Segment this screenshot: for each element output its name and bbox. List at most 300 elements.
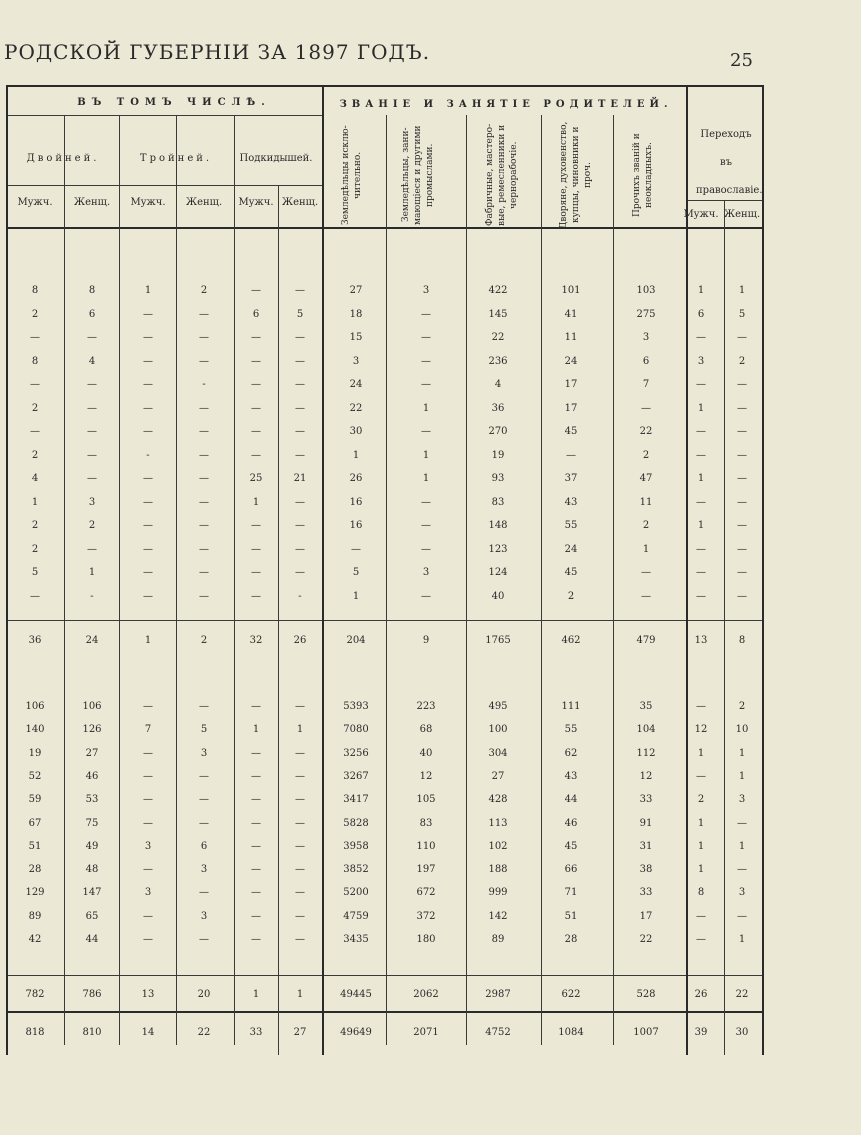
column-rule	[762, 85, 764, 1055]
section-a-row-cell: —	[251, 332, 261, 343]
section-b-row-cell: 5828	[343, 817, 369, 829]
section-a-row-cell: 45	[564, 426, 578, 437]
section-a-row-cell: —	[199, 308, 209, 320]
section-b-row-cell: 197	[416, 864, 436, 876]
grand-total-row-cell: 22	[197, 1027, 211, 1038]
section-a-row-cell: —	[295, 520, 305, 531]
subtotal-b-row-cell: 26	[694, 989, 708, 1000]
section-b-row-cell: 3	[200, 910, 208, 922]
section-b-row-cell: 3	[144, 840, 152, 852]
section-a-row-cell: —	[30, 590, 40, 602]
header-rule	[6, 115, 322, 116]
header-male: Мужч.	[130, 197, 166, 208]
section-b-row-cell: 106	[25, 701, 45, 712]
section-b-row-cell: —	[143, 747, 153, 759]
section-b-row-cell: —	[295, 910, 305, 922]
section-a-row-cell: 145	[488, 308, 508, 320]
section-a-row-cell: 18	[349, 308, 363, 320]
section-a-row-cell: 1	[31, 496, 39, 508]
section-a-row-cell: 1	[642, 543, 650, 555]
section-a-row-cell: —	[199, 590, 209, 602]
section-a-row-cell: —	[696, 426, 706, 437]
section-a-row-cell: —	[251, 285, 261, 296]
section-a-row-cell: —	[421, 543, 431, 555]
section-a-row-cell: —	[737, 332, 747, 343]
section-a-row-cell: 3	[697, 355, 705, 367]
section-a-row-cell: —	[421, 590, 431, 602]
section-b-row-cell: 5393	[343, 701, 369, 712]
section-b-row-cell: 42	[28, 934, 42, 945]
section-b-row-cell: —	[199, 770, 209, 782]
header-rule	[6, 185, 322, 186]
section-b-row-cell: 51	[28, 840, 42, 852]
section-a-row-cell: —	[143, 590, 153, 602]
section-b-row-cell: 1	[738, 747, 746, 759]
section-b-row-cell: 28	[28, 864, 42, 876]
section-a-row-cell: —	[30, 379, 40, 390]
section-a-row-cell: 4	[494, 379, 502, 390]
section-a-row-cell: —	[199, 520, 209, 531]
section-b-row-cell: 12	[419, 770, 433, 782]
section-a-row-cell: —	[251, 567, 261, 578]
section-b-row-cell: —	[251, 770, 261, 782]
header-parents-occupation: ЗВАНІЕ И ЗАНЯТІЕ РОДИТЕЛЕЙ.	[339, 99, 673, 110]
section-a-row-cell: —	[737, 449, 747, 461]
section-b-row-cell: 126	[82, 724, 102, 736]
section-b-row-cell: 46	[564, 817, 578, 829]
header-in-that-number: ВЪ ТОМЪ ЧИСЛѢ.	[77, 97, 271, 108]
section-a-row-cell: —	[143, 308, 153, 320]
section-b-row-cell: 1	[252, 724, 260, 736]
subtotal-a-row-cell: 8	[738, 635, 746, 646]
section-b-row-cell: —	[251, 701, 261, 712]
table-top-rule	[6, 85, 762, 87]
section-b-row-cell: 495	[488, 701, 508, 712]
section-b-row-cell: 33	[639, 794, 653, 806]
section-a-row-cell: -	[202, 379, 206, 390]
section-b-row-cell: —	[143, 817, 153, 829]
section-a-row-cell: 1	[144, 285, 152, 296]
section-a-row-cell: —	[295, 285, 305, 296]
grand-total-row-cell: 818	[25, 1027, 45, 1038]
section-a-row-cell: —	[696, 590, 706, 602]
section-a-row-cell: —	[251, 449, 261, 461]
section-b-row-cell: 105	[416, 794, 436, 806]
page-number: 25	[730, 50, 753, 71]
subtotal-a-row-cell: 1	[144, 635, 152, 646]
section-b-row-cell: 100	[488, 724, 508, 736]
section-b-row-cell: 1	[697, 747, 705, 759]
section-b-row-cell: 6	[200, 840, 208, 852]
subtotal-b-row-cell: 20	[197, 989, 211, 1000]
section-a-row-cell: —	[737, 543, 747, 555]
section-b-row-cell: —	[696, 701, 706, 712]
section-a-row-cell: 103	[636, 285, 656, 296]
header-male: Мужч.	[683, 209, 719, 220]
page-title: РОДСКОЙ ГУБЕРНІИ ЗА 1897 ГОДЪ.	[4, 40, 431, 64]
section-a-row-cell: —	[143, 496, 153, 508]
section-b-row-cell: 3267	[343, 770, 369, 782]
section-a-row-cell: —	[737, 402, 747, 414]
section-a-row-cell: —	[295, 496, 305, 508]
section-a-row-cell: —	[251, 379, 261, 390]
section-a-row-cell: 6	[642, 355, 650, 367]
section-a-row-cell: 17	[564, 402, 578, 414]
section-b-row-cell: —	[251, 887, 261, 899]
section-b-row-cell: —	[295, 747, 305, 759]
section-a-row-cell: 1	[697, 520, 705, 531]
section-b-row-cell: —	[199, 794, 209, 806]
header-factory: Фабричные, мастеро-вые, ремесленники и чернорабочіе.	[485, 123, 519, 227]
section-b-row-cell: 10	[735, 724, 749, 736]
subtotal-b-row-cell: 1	[296, 989, 304, 1000]
section-b-row-cell: 3	[200, 864, 208, 876]
section-b-row-cell: 59	[28, 794, 42, 806]
column-rule	[386, 115, 387, 1045]
section-a-row-cell: 123	[488, 543, 508, 555]
section-b-row-cell: 31	[639, 840, 653, 852]
section-a-row-cell: 2	[642, 520, 650, 531]
column-rule	[234, 115, 235, 1045]
section-a-row-cell: —	[696, 379, 706, 390]
section-a-row-cell: 3	[88, 496, 96, 508]
section-a-row-cell: 1	[697, 285, 705, 296]
section-a-row-cell: 1	[697, 402, 705, 414]
section-a-row-cell: —	[295, 543, 305, 555]
section-b-row-cell: 17	[639, 910, 653, 922]
subtotal-b-row-cell: 49445	[340, 989, 372, 1000]
section-a-row-cell: —	[737, 426, 747, 437]
grand-total-row-cell: 49649	[340, 1027, 372, 1038]
section-a-row-cell: —	[295, 402, 305, 414]
subtotal-a-row-cell: 32	[249, 635, 263, 646]
section-a-row-cell: 1	[422, 449, 430, 461]
subtotal-a-row-cell: 36	[28, 635, 42, 646]
grand-total-row-cell: 39	[694, 1027, 708, 1038]
section-a-row-cell: —	[421, 355, 431, 367]
section-b-row-cell: 147	[82, 887, 102, 899]
section-a-row-cell: 6	[697, 308, 705, 320]
section-a-row-cell: 16	[349, 496, 363, 508]
section-a-row-cell: 8	[31, 355, 39, 367]
section-a-row-cell: —	[737, 567, 747, 578]
section-b-row-cell: 3417	[343, 794, 369, 806]
section-a-row-cell: —	[641, 567, 651, 578]
section-a-row-cell: —	[295, 332, 305, 343]
section-a-row-cell: —	[199, 543, 209, 555]
section-a-row-cell: 2	[738, 355, 746, 367]
section-b-row-cell: 1	[697, 864, 705, 876]
section-b-row-cell: 53	[85, 794, 99, 806]
column-rule	[119, 115, 120, 1045]
section-a-row-cell: 37	[564, 473, 578, 484]
section-b-row-cell: 49	[85, 840, 99, 852]
section-b-row-cell: —	[295, 840, 305, 852]
section-a-row-cell: 3	[352, 355, 360, 367]
section-a-row-cell: 24	[564, 355, 578, 367]
statistics-table	[6, 85, 762, 1125]
section-a-row-cell: 2	[642, 449, 650, 461]
section-a-row-cell: —	[696, 567, 706, 578]
grand-total-row-cell: 2071	[413, 1027, 439, 1038]
section-a-row-cell: —	[199, 402, 209, 414]
subtotal-a-row-cell: 24	[85, 635, 99, 646]
section-b-row-cell: —	[696, 910, 706, 922]
section-b-row-cell: 19	[28, 747, 42, 759]
section-a-row-cell: —	[696, 332, 706, 343]
column-rule	[64, 115, 65, 1045]
section-b-row-cell: 44	[564, 794, 578, 806]
section-b-row-cell: 3	[738, 794, 746, 806]
section-a-row-cell: —	[421, 496, 431, 508]
section-b-row-cell: 71	[564, 887, 578, 899]
section-b-row-cell: —	[737, 817, 747, 829]
section-b-row-cell: —	[251, 910, 261, 922]
column-rule	[278, 185, 279, 1055]
section-b-row-cell: 140	[25, 724, 45, 736]
subtotal-a-row-cell: 204	[346, 635, 366, 646]
section-a-row-cell: 5	[31, 567, 39, 578]
section-a-row-cell: —	[143, 426, 153, 437]
section-b-row-cell: 1	[738, 840, 746, 852]
section-a-row-cell: —	[199, 355, 209, 367]
section-a-row-cell: 22	[349, 402, 363, 414]
section-b-row-cell: —	[251, 864, 261, 876]
section-a-row-cell: —	[87, 543, 97, 555]
section-a-row-cell: 3	[422, 567, 430, 578]
section-b-row-cell: 180	[416, 934, 436, 945]
column-rule	[466, 115, 467, 1045]
grand-total-row-cell: 33	[249, 1027, 263, 1038]
section-b-row-cell: 304	[488, 747, 508, 759]
section-a-row-cell: —	[641, 402, 651, 414]
section-a-row-cell: —	[295, 449, 305, 461]
header-foundlings: Подкидышей.	[239, 153, 313, 164]
section-a-row-cell: 25	[249, 473, 263, 484]
section-b-row-cell: 38	[639, 864, 653, 876]
section-a-row-cell: 22	[491, 332, 505, 343]
grand-total-row-cell: 30	[735, 1027, 749, 1038]
section-b-row-cell: —	[143, 701, 153, 712]
section-a-row-cell: —	[566, 449, 576, 461]
section-a-row-cell: 93	[491, 473, 505, 484]
section-b-row-cell: 3958	[343, 840, 369, 852]
section-a-row-cell: —	[696, 449, 706, 461]
section-b-row-cell: 3435	[343, 934, 369, 945]
section-a-row-cell: 1	[252, 496, 260, 508]
section-a-row-cell: 5	[352, 567, 360, 578]
section-b-row-cell: —	[199, 817, 209, 829]
section-a-row-cell: 2	[31, 449, 39, 461]
section-a-row-cell: —	[143, 520, 153, 531]
subtotal-b-row-cell: 622	[561, 989, 581, 1000]
section-a-row-cell: —	[30, 426, 40, 437]
section-a-row-cell: 24	[564, 543, 578, 555]
section-a-row-cell: 30	[349, 426, 363, 437]
section-b-row-cell: 46	[85, 770, 99, 782]
subtotal-a-row-cell: 462	[561, 635, 581, 646]
section-a-row-cell: —	[251, 590, 261, 602]
section-b-row-cell: —	[199, 701, 209, 712]
section-b-row-cell: 223	[416, 701, 436, 712]
section-a-row-cell: 2	[200, 285, 208, 296]
section-b-row-cell: 188	[488, 864, 508, 876]
section-a-row-cell: -	[90, 590, 94, 602]
section-b-row-cell: 7080	[343, 724, 369, 736]
section-b-row-cell: —	[696, 934, 706, 945]
section-a-row-cell: —	[143, 332, 153, 343]
header-farmers: Земледѣльцы исклю-чительно.	[341, 125, 363, 225]
subtotal-b-row-cell: 13	[141, 989, 155, 1000]
section-b-row-cell: 1	[738, 934, 746, 945]
section-b-row-cell: —	[143, 864, 153, 876]
section-b-row-cell: 113	[488, 817, 508, 829]
section-b-row-cell: 372	[416, 910, 436, 922]
section-b-row-cell: —	[295, 934, 305, 945]
section-a-row-cell: 2	[31, 308, 39, 320]
section-b-row-cell: 8	[697, 887, 705, 899]
section-a-row-cell: —	[199, 426, 209, 437]
section-a-row-cell: —	[143, 473, 153, 484]
section-a-row-cell: —	[87, 426, 97, 437]
section-a-row-cell: 1	[352, 590, 360, 602]
header-farmers-other: Земледѣльцы, зани-мающіеся и другими промыслами.	[401, 125, 435, 225]
section-a-row-cell: 1	[422, 473, 430, 484]
column-rule	[686, 85, 688, 1055]
section-b-row-cell: 1	[296, 724, 304, 736]
section-a-row-cell: 36	[491, 402, 505, 414]
header-twins: Двойней.	[26, 153, 100, 164]
subtotal-b-row-cell: 782	[25, 989, 45, 1000]
section-a-row-cell: —	[143, 355, 153, 367]
section-a-row-cell: 16	[349, 520, 363, 531]
section-a-row-cell: —	[30, 332, 40, 343]
section-a-row-cell: —	[737, 590, 747, 602]
section-a-row-cell: 3	[642, 332, 650, 343]
section-a-row-cell: 422	[488, 285, 508, 296]
section-a-row-cell: 8	[88, 285, 96, 296]
section-b-row-cell: —	[143, 910, 153, 922]
section-a-row-cell: 1	[697, 473, 705, 484]
section-a-row-cell: 6	[252, 308, 260, 320]
section-a-row-cell: 83	[491, 496, 505, 508]
section-b-row-cell: 3	[200, 747, 208, 759]
section-b-row-cell: 44	[85, 934, 99, 945]
section-b-row-cell: 12	[639, 770, 653, 782]
section-b-row-cell: —	[251, 747, 261, 759]
grand-total-row-cell: 27	[293, 1027, 307, 1038]
section-b-row-cell: 89	[491, 934, 505, 945]
section-a-row-cell: —	[295, 567, 305, 578]
subtotal-a-row-cell: 479	[636, 635, 656, 646]
section-a-row-cell: 47	[639, 473, 653, 484]
section-b-row-cell: —	[295, 864, 305, 876]
section-a-row-cell: —	[421, 379, 431, 390]
section-a-row-cell: -	[146, 449, 150, 461]
section-b-row-cell: 102	[488, 840, 508, 852]
section-b-row-cell: 83	[419, 817, 433, 829]
section-b-row-cell: 110	[416, 840, 436, 852]
header-female: Женщ.	[185, 197, 223, 208]
column-rule	[541, 115, 542, 1045]
section-b-row-cell: —	[737, 864, 747, 876]
section-a-row-cell: 2	[31, 520, 39, 531]
grand-total-row-cell: 1084	[558, 1027, 584, 1038]
section-b-row-cell: —	[143, 934, 153, 945]
section-b-row-cell: —	[295, 817, 305, 829]
section-a-row-cell: 101	[561, 285, 581, 296]
section-a-row-cell: —	[251, 426, 261, 437]
section-b-row-cell: 68	[419, 724, 433, 736]
section-b-row-cell: 4759	[343, 910, 369, 922]
section-b-row-cell: 22	[639, 934, 653, 945]
subtotal-b-row-cell: 786	[82, 989, 102, 1000]
section-a-row-cell: —	[143, 402, 153, 414]
section-b-row-cell: 51	[564, 910, 578, 922]
section-b-row-cell: 89	[28, 910, 42, 922]
column-rule	[322, 85, 324, 1055]
section-a-row-cell: —	[696, 496, 706, 508]
section-b-row-cell: —	[295, 887, 305, 899]
header-triplets: Тройней.	[139, 153, 213, 164]
section-a-row-cell: —	[251, 402, 261, 414]
subtotal-a-row-cell: 13	[694, 635, 708, 646]
section-b-row-cell: 129	[25, 887, 45, 899]
section-b-row-cell: 111	[561, 701, 581, 712]
section-b-row-cell: 27	[491, 770, 505, 782]
section-a-row-cell: 124	[488, 567, 508, 578]
section-a-row-cell: —	[737, 496, 747, 508]
section-a-row-cell: —	[737, 473, 747, 484]
section-a-row-cell: 2	[31, 402, 39, 414]
section-b-row-cell: 3	[144, 887, 152, 899]
header-conversion-line: Переходъ въ православіе.	[696, 129, 763, 196]
section-b-row-cell: —	[251, 934, 261, 945]
section-b-row-cell: —	[143, 794, 153, 806]
section-b-row-cell: 55	[564, 724, 578, 736]
section-a-row-cell: —	[737, 379, 747, 390]
section-a-row-cell: 24	[349, 379, 363, 390]
subtotal-b-row-cell: 2062	[413, 989, 439, 1000]
section-b-row-cell: 428	[488, 794, 508, 806]
section-a-row-cell: —	[143, 567, 153, 578]
section-b-row-cell: 75	[85, 817, 99, 829]
section-a-row-cell: 4	[88, 355, 96, 367]
section-a-row-cell: —	[87, 402, 97, 414]
section-b-row-cell: —	[295, 770, 305, 782]
section-b-row-cell: 33	[639, 887, 653, 899]
column-rule	[724, 200, 725, 1055]
header-nobles: Дворяне, духовенство, купцы, чиновники и проч.	[559, 121, 593, 229]
section-a-row-cell: —	[87, 379, 97, 390]
section-a-row-cell: 2	[88, 520, 96, 531]
grand-total-row-cell: 1007	[633, 1027, 659, 1038]
section-a-row-cell: 55	[564, 520, 578, 531]
section-a-row-cell: 11	[639, 496, 653, 508]
header-female: Женщ.	[73, 197, 111, 208]
section-b-row-cell: —	[251, 840, 261, 852]
section-b-row-cell: 65	[85, 910, 99, 922]
section-a-row-cell: 21	[293, 473, 307, 484]
section-a-row-cell: 27	[349, 285, 363, 296]
section-a-row-cell: —	[199, 567, 209, 578]
section-a-row-cell: 7	[642, 379, 650, 390]
subtotal-b-row-cell: 528	[636, 989, 656, 1000]
section-b-row-cell: 3256	[343, 747, 369, 759]
section-a-row-cell: —	[199, 496, 209, 508]
section-a-row-cell: —	[199, 449, 209, 461]
section-b-row-cell: 5200	[343, 887, 369, 899]
